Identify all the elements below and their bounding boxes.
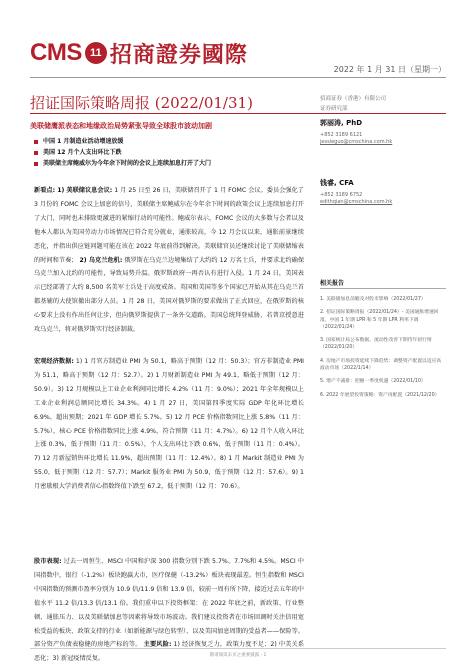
related-report-link[interactable]: 2. 招证国际策略周报（2022/01/24）- 美国通胀增速回落，中国 1 年期 LPR 和 5 年期 LPR 利率下调（2022/01/24） — [320, 310, 439, 330]
footer-divider — [30, 648, 446, 649]
report-title: 招证国际策略周报 (2022/01/31) — [30, 94, 253, 112]
analyst-block-2 — [320, 178, 446, 206]
key-point-text: 美联储主席鲍威尔为今年余下时间的会议上连续加息打开了大门 — [43, 160, 212, 167]
key-point — [30, 136, 315, 147]
related-report-link[interactable]: 4. 房地产市场投资延续下降趋势：调整资产配置以适应高波动市场（2022/1/14） — [320, 358, 442, 372]
key-points — [30, 136, 315, 169]
report-date: 2022 年 1 月 31 日（星期一） — [333, 65, 446, 74]
department-company: 招商证券（香港）有限公司 — [320, 96, 387, 102]
logo-cms-text: CMS — [30, 39, 82, 66]
macro-section — [34, 355, 304, 494]
market-section — [34, 555, 304, 666]
news-ukraine-text: 俄罗斯在乌克兰边境集结了大约约 12 万名士兵，并要求北约确保乌克兰加入北约的可能性，导致局势升温。俄罗斯政府一再否认有进行入侵。1 月 24 日，美国表示已经部署了大约 8,500 名美军士兵处于高度戒备。英国和美国等多个国家已开始从其在乌克兰首都基辅的大使馆撤出部分人员。1 月 28 日，美国对俄罗斯的要求做出了正式回应，在俄罗斯的核心要求上没有作出任何让步，但向俄罗斯提供了一条外交道路。美国总统拜登威胁，若普京授意进攻乌克兰，将对俄罗斯实行经济制裁。 — [34, 256, 305, 334]
cms-logo — [30, 38, 248, 68]
analyst-email-link[interactable]: jessieguo@cmschina.com.hk — [320, 139, 393, 145]
related-divider — [320, 288, 446, 289]
analyst-name: 钱睿, CFA — [320, 179, 354, 187]
related-reports-heading: 相关报告 — [320, 280, 345, 287]
analyst-email-link[interactable]: edithqian@cmschina.com.hk — [320, 199, 393, 205]
related-report-link[interactable]: 3. 国家统计局公布数据，流动性改善下期待年初行情（2022/01/20） — [320, 338, 432, 351]
bullet-square-icon — [34, 151, 38, 155]
title-divider — [30, 113, 446, 114]
logo-chinese-name: 招商證券國際 — [109, 41, 248, 68]
report-headline: 美联储鹰派表态和地缘政治局势紧张导致全球股市波动加剧 — [30, 122, 212, 130]
market-topic: 股市表现: — [34, 558, 62, 565]
page-footer: 敬请阅读末页之重要披露 · 1 — [209, 653, 267, 658]
macro-topic: 宏观经济数据: — [34, 358, 74, 365]
analyst-phone: +852 3189 6121 — [320, 132, 363, 138]
news-topic-fomc: 美联储议息会议: — [66, 187, 113, 194]
news-fomc-text: 1 月 25 日至 26 日，美联储召开了 1 月 FOMC 会议。委员会强化了 3 月份的 FOMC 会议上加息的信号，美联储主席鲍威尔在今年余下时间的政策会议上连续加息打开了大门，同时也未排除更激进的紧缩行动的可能性。鲍威尔表示，FOMC 会议的大多数与会者以及他本人都认为美国劳动力市场情况已符合充分就业，通胀较高，今 12 月会议以来，通胀前景继续恶化，并指出供应链问题可能在该在 2022 年底前得到解决。美联储官员还继续讨论了美联储缩表的时间和节奏； — [34, 187, 304, 264]
key-point-text: 美国 12 月个人支出环比下跌 — [43, 149, 122, 156]
risk-topic: 主要风险: — [143, 641, 172, 649]
market-text: 过去一周恒生、MSCI 中国和沪深 300 指数分别下跌 5.7%、7.7%和 4.5%。MSCI 中国指数中，银行（-1.2%）板块跑赢大市，医疗保健（-13.2%）板块表现最差。恒生指数和 MSCI 中国指数的预测市盈率分别为 10.9 倍/11.9 倍和 13.9 倍，较前一周有所下降，接近过去五年的中值水平 11.2 倍/13.3 倍/13.1 倍。我们重申以下投资框架：在 2022 年底之前，新政策、行业整顿、通胀压力、以及美联储加息等因素将导致市场波动。我们建议投资者在市场回调时关注信用宽松受益的板块、政策支持的行业（如新能源与绿色转型）、以及美国加息周期的受益者——保险等。部分资产负债表稳健的房地产标的等。 — [34, 558, 304, 649]
risk-text: 1) 经济恢复乏力，政策力度不足；2) 中美关系恶化；3) 新冠疫情反复。 — [34, 641, 305, 663]
logo-badge-icon: 11 — [85, 42, 107, 64]
news-section — [34, 184, 304, 337]
related-reports-list — [320, 296, 446, 405]
news-lead: 新看点: 1) — [34, 187, 65, 194]
header-divider — [30, 77, 446, 78]
analyst-phone: +852 3189 6752 — [320, 192, 363, 198]
key-point — [30, 147, 315, 158]
department-info — [320, 94, 386, 114]
department-division: 证券研究部 — [320, 106, 348, 112]
analyst-block-1 — [320, 118, 446, 146]
related-report-link[interactable]: 1. 美联储加息前瞻及对股市影响（2022/01/27） — [320, 297, 426, 302]
analyst-name: 郭丽涛, PhD — [320, 119, 363, 127]
macro-text: 1) 1 月官方制造业 PMI 为 50.1，略高于预期（12 月：50.3）；官方非制造业 PMI 为 51.1，略高于预期（12 月：52.7）。2) 1 月财新制造业 PMI 为 49.1，略低于预期（12 月：50.9）。3) 12 月规模以上工业企业利润同比增长 4.2%（11 月：9.0%）；2021 年全年规模以上工业企业利润总额同比增长 34.3%。4) 1 月 27 日，美国第四季度实际 GDP 年化环比增长 6.9%，超出预期；2021 年 GDP 增长 5.7%。5) 12 月 PCE 价格指数同比上涨 5.8%（11 月：5.7%），核心 PCE 价格指数同比上涨 4.9%，符合预期（11 月：4.7%）。6) 12 月个人收入环比上涨 0.3%，低于预期（11 月：0.5%），个人支出环比下跌 0.6%，低于预期（11 月：0.4%）。7) 12 月新屋销售环比增长 11.9%，超出预期（11 月：12.4%）。8) 1 月 Markit 制造业 PMI 为 55.0，低于预期（12 月：57.7）；Markit 服务业 PMI 为 50.9，低于预期（12 月：57.6）。9) 1 月密歇根大学消费者信心指数终值下跌至 67.2，低于预期（12 月：70.6）。 — [34, 358, 305, 491]
bullet-square-icon — [34, 162, 38, 166]
related-report-link[interactable]: 5. 增产不减排：把握一季度机遇（2022/01/10） — [320, 379, 426, 385]
news-topic-ukraine: 2) 乌克兰危机: — [79, 256, 123, 264]
key-point-text: 中国 1 月制造业活动增速放缓 — [43, 138, 124, 145]
bullet-square-icon — [34, 140, 38, 144]
key-point — [30, 158, 315, 169]
related-report-link[interactable]: 6. 2022 年展望投资策略：资产再配置（2021/12/20） — [320, 392, 440, 398]
